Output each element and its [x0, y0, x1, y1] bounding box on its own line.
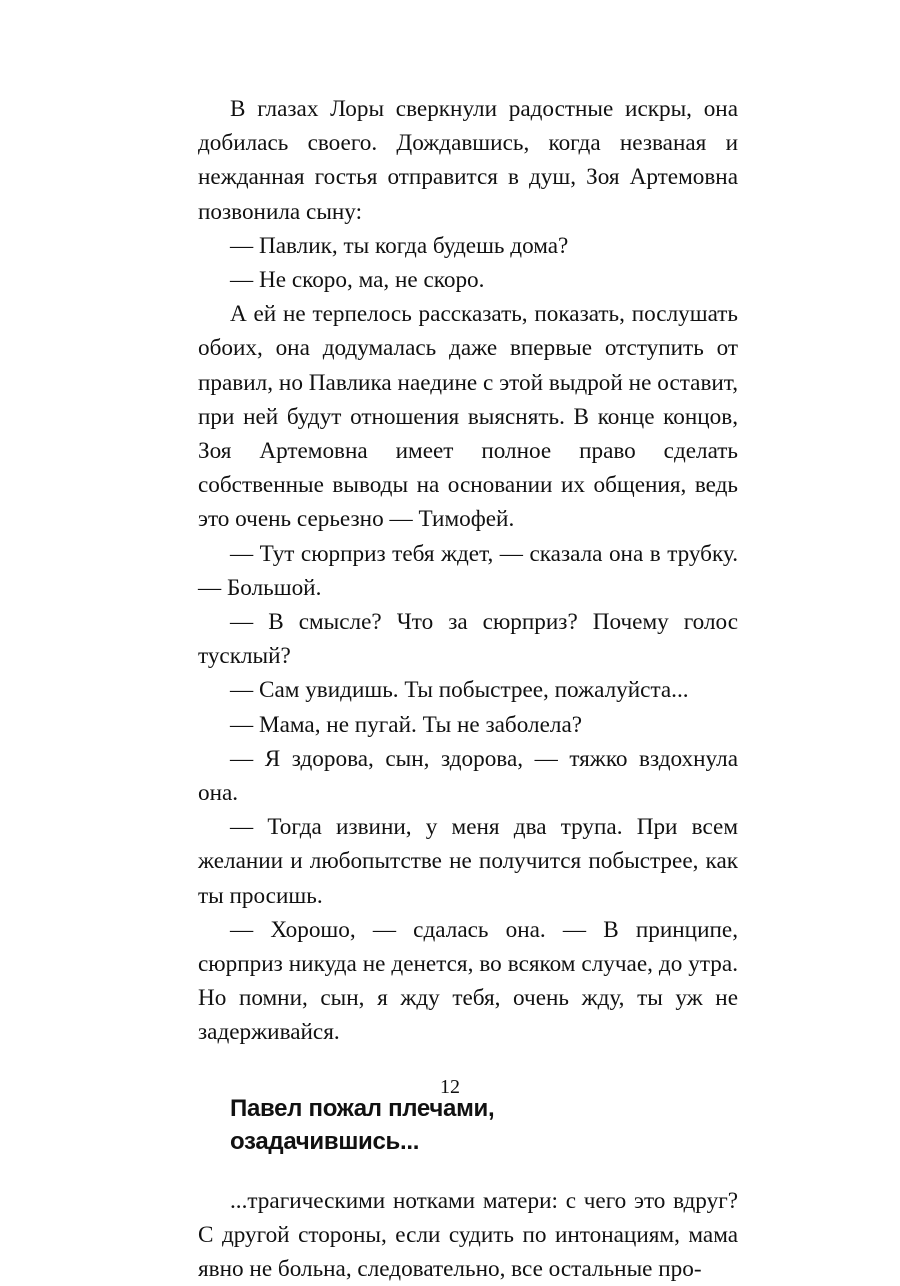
section-heading-line: озадачившись... — [230, 1127, 420, 1155]
dialogue-line: — Я здорова, сын, здорова, — тяжко вздохнула она. — [198, 745, 738, 807]
dialogue-line: — Сам увидишь. Ты побыстрее, пожалуйста... — [230, 677, 689, 704]
dialogue-line: — Не скоро, ма, не скоро. — [230, 267, 485, 294]
section-heading-line: Павел пожал плечами, — [230, 1094, 495, 1122]
dialogue-line: — Тут сюрприз тебя ждет, — сказала она в трубку. — Большой. — [198, 540, 738, 601]
paragraph: ...трагическими нотками матери: с чего это вдруг? С другой стороны, если судить по интонациям, мама явно не больна, следовательно, все остальные про- — [198, 1187, 738, 1283]
dialogue-line: — Павлик, ты когда будешь дома? — [230, 232, 569, 259]
dialogue-line: — Мама, не пугай. Ты не заболела? — [230, 711, 583, 738]
page-number: 12 — [440, 1076, 460, 1098]
dialogue-line: — Тогда извини, у меня два трупа. При всем желании и любопытстве не получится побыстрее, как ты просишь. — [198, 814, 738, 909]
paragraph: А ей не терпелось рассказать, показать, послушать обоих, она додумалась даже впервые отступить от правил, но Павлика наедине с этой выдрой не оставит, при ней будут отношения выяснять. В конце концов, Зоя Артемовна имеет полное право сделать собственные выводы на основании их общения, ведь это очень серьезно — Тимофей. — [198, 301, 738, 533]
dialogue-line: — В смысле? Что за сюрприз? Почему голос тусклый? — [198, 609, 738, 670]
section-heading — [230, 1092, 738, 1158]
dialogue-line: — Хорошо, — сдалась она. — В принципе, сюрприз никуда не денется, во всяком случае, до утра. Но помни, сын, я жду тебя, очень жду, ты уж не задерживайся. — [198, 916, 738, 1046]
book-page-text — [198, 92, 738, 1286]
paragraph: В глазах Лоры сверкнули радостные искры, она добилась своего. Дождавшись, когда незваная и нежданная гостья отправится в душ, Зоя Артемовна позвонила сыну: — [198, 96, 738, 225]
